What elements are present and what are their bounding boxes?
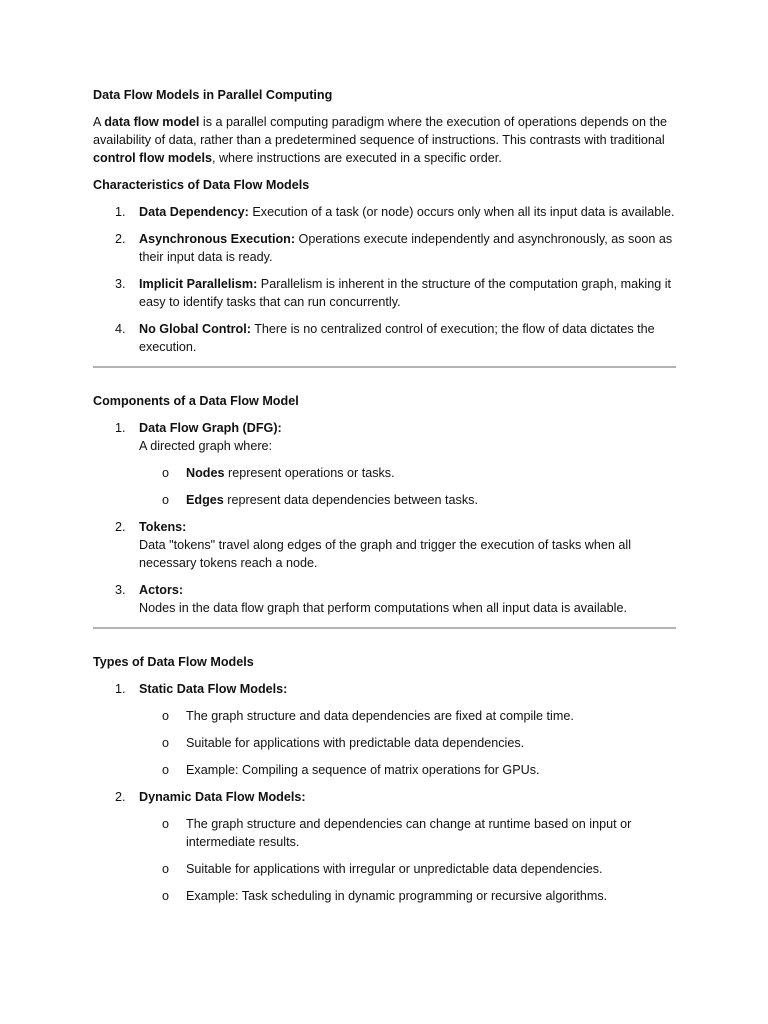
list-item — [93, 581, 676, 617]
list-number: 3. — [115, 583, 126, 597]
characteristics-list — [93, 203, 676, 356]
characteristics-heading: Characteristics of Data Flow Models — [93, 178, 310, 192]
types-list — [93, 680, 676, 905]
intro-text-2: is a parallel computing paradigm where the execution of operations depends on the availability of data, rather than a predetermined sequence of instructions. This contrasts with traditional — [93, 115, 668, 147]
sub-list-item — [93, 860, 676, 878]
sub-list-item — [93, 761, 676, 779]
sub-list — [93, 464, 676, 509]
list-number: 1. — [115, 682, 126, 696]
sub-term: Edges — [186, 493, 224, 507]
list-term: Actors: — [139, 583, 184, 597]
sub-text: Example: Task scheduling in dynamic programming or recursive algorithms. — [186, 889, 608, 903]
bullet-marker: o — [162, 862, 170, 876]
document-body — [93, 86, 676, 905]
sub-list-item — [93, 707, 676, 725]
list-item — [93, 275, 676, 311]
list-number: 1. — [115, 421, 126, 435]
bullet-marker: o — [162, 736, 170, 750]
list-item — [93, 419, 676, 455]
list-term: Asynchronous Execution: — [139, 232, 296, 246]
list-text: A directed graph where: — [139, 439, 273, 453]
list-term: Static Data Flow Models: — [139, 682, 288, 696]
types-heading: Types of Data Flow Models — [93, 655, 254, 669]
list-item — [93, 788, 676, 806]
list-item — [93, 203, 676, 221]
bullet-marker: o — [162, 493, 170, 507]
intro-term-control-flow-models: control flow models — [93, 151, 212, 165]
sub-list — [93, 707, 676, 779]
page-title: Data Flow Models in Parallel Computing — [93, 88, 333, 102]
sub-text: Suitable for applications with irregular or unpredictable data dependencies. — [186, 862, 603, 876]
section-divider — [93, 366, 676, 368]
intro-paragraph — [93, 113, 676, 167]
bullet-marker: o — [162, 889, 170, 903]
list-number: 2. — [115, 790, 126, 804]
sub-list-container — [93, 707, 676, 779]
list-text: Nodes in the data flow graph that perform computations when all input data is available. — [139, 601, 627, 615]
intro-text-3: , where instructions are executed in a specific order. — [211, 151, 502, 165]
sub-text: The graph structure and dependencies can change at runtime based on input or intermediate results. — [186, 817, 632, 849]
sub-list-item — [93, 815, 676, 851]
list-term: Data Dependency: — [139, 205, 249, 219]
bullet-marker: o — [162, 817, 170, 831]
list-item — [93, 518, 676, 572]
list-text: Parallelism is inherent in the structure of the computation graph, making it easy to identify tasks that can run concurrently. — [139, 277, 671, 309]
list-text: Operations execute independently and asynchronously, as soon as their input data is ready. — [139, 232, 673, 264]
sub-list-item — [93, 734, 676, 752]
sub-text: Example: Compiling a sequence of matrix operations for GPUs. — [186, 763, 540, 777]
list-number: 2. — [115, 232, 126, 246]
section-divider — [93, 627, 676, 629]
sub-term: Nodes — [186, 466, 225, 480]
list-number: 2. — [115, 520, 126, 534]
list-text: Execution of a task (or node) occurs only when all its input data is available. — [248, 205, 675, 219]
sub-list — [93, 815, 676, 905]
bullet-marker: o — [162, 709, 170, 723]
list-text: There is no centralized control of execution; the flow of data dictates the execution. — [139, 322, 655, 354]
list-term: Dynamic Data Flow Models: — [139, 790, 306, 804]
sub-text: represent data dependencies between tasks. — [223, 493, 478, 507]
sub-list-item — [93, 887, 676, 905]
components-heading: Components of a Data Flow Model — [93, 394, 299, 408]
sub-list-container — [93, 464, 676, 509]
sub-text: Suitable for applications with predictable data dependencies. — [186, 736, 525, 750]
sub-list-container — [93, 815, 676, 905]
sub-list-item — [93, 491, 676, 509]
list-term: Data Flow Graph (DFG): — [139, 421, 282, 435]
list-item — [93, 320, 676, 356]
intro-text-1: A — [93, 115, 105, 129]
list-text: Data "tokens" travel along edges of the graph and trigger the execution of tasks when all necessary tokens reach a node. — [139, 538, 632, 570]
list-item — [93, 230, 676, 266]
bullet-marker: o — [162, 763, 170, 777]
sub-text: represent operations or tasks. — [224, 466, 395, 480]
bullet-marker: o — [162, 466, 170, 480]
sub-list-item — [93, 464, 676, 482]
intro-term-data-flow-model: data flow model — [104, 115, 200, 129]
list-number: 3. — [115, 277, 126, 291]
list-number: 1. — [115, 205, 126, 219]
list-item — [93, 680, 676, 698]
list-number: 4. — [115, 322, 126, 336]
list-term: Implicit Parallelism: — [139, 277, 258, 291]
list-term: No Global Control: — [139, 322, 251, 336]
list-term: Tokens: — [139, 520, 187, 534]
components-list — [93, 419, 676, 617]
sub-text: The graph structure and data dependencies are fixed at compile time. — [186, 709, 574, 723]
